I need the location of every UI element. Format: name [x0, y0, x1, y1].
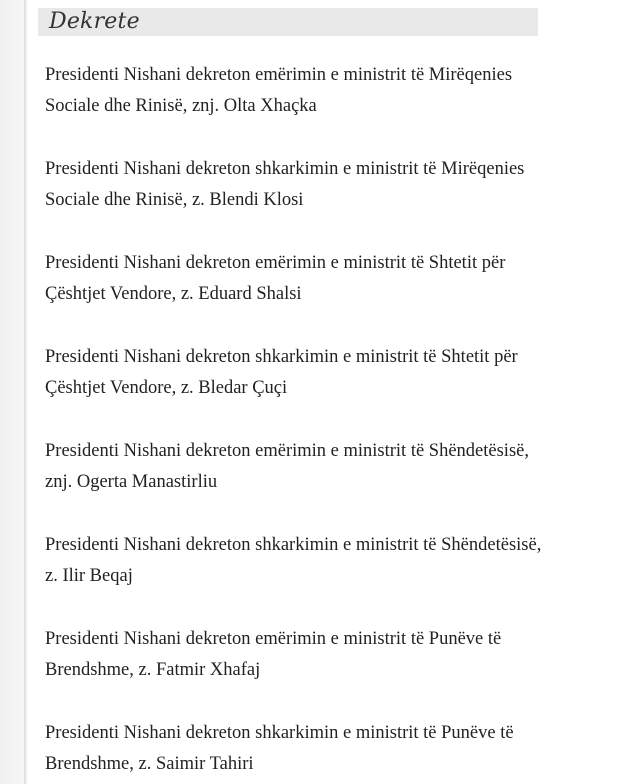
decree-line-1: Presidenti Nishani dekreton shkarkimin e ministrit të Mirëqenies [45, 159, 525, 179]
decree-item [45, 624, 615, 686]
decree-line-2: Sociale dhe Rinisë, znj. Olta Xhaçka [45, 96, 317, 116]
decree-line-1: Presidenti Nishani dekreton emërimin e ministrit të Shtetit për [45, 253, 506, 273]
decree-line-2: znj. Ogerta Manastirliu [45, 472, 218, 492]
decree-line-2: Sociale dhe Rinisë, z. Blendi Klosi [45, 190, 304, 210]
decree-line-1: Presidenti Nishani dekreton emërimin e ministrit të Shëndetësisë, [45, 441, 529, 461]
decree-item [45, 718, 615, 780]
decree-line-1: Presidenti Nishani dekreton emërimin e ministrit të Punëve të [45, 629, 502, 649]
decree-item [45, 342, 615, 404]
section-title: Dekrete [49, 9, 140, 34]
decree-line-2: z. Ilir Beqaj [45, 566, 133, 586]
decree-line-1: Presidenti Nishani dekreton shkarkimin e ministrit të Shtetit për [45, 347, 518, 367]
decree-item [45, 530, 615, 592]
decree-item [45, 60, 615, 122]
decree-line-2: Brendshme, z. Fatmir Xhafaj [45, 660, 261, 680]
decree-item [45, 154, 615, 216]
decree-line-1: Presidenti Nishani dekreton shkarkimin e ministrit të Shëndetësisë, [45, 535, 542, 555]
content-border [24, 0, 26, 784]
decree-line-1: Presidenti Nishani dekreton emërimin e ministrit të Mirëqenies [45, 65, 513, 85]
left-background [0, 0, 24, 784]
decree-item [45, 436, 615, 498]
decree-item [45, 248, 615, 310]
decree-line-1: Presidenti Nishani dekreton shkarkimin e ministrit të Punëve të [45, 723, 514, 743]
section-header [38, 8, 538, 36]
decree-list [45, 60, 615, 784]
decree-line-2: Brendshme, z. Saimir Tahiri [45, 754, 254, 774]
decree-line-2: Çështjet Vendore, z. Eduard Shalsi [45, 284, 302, 304]
decree-line-2: Çështjet Vendore, z. Bledar Çuçi [45, 378, 288, 398]
